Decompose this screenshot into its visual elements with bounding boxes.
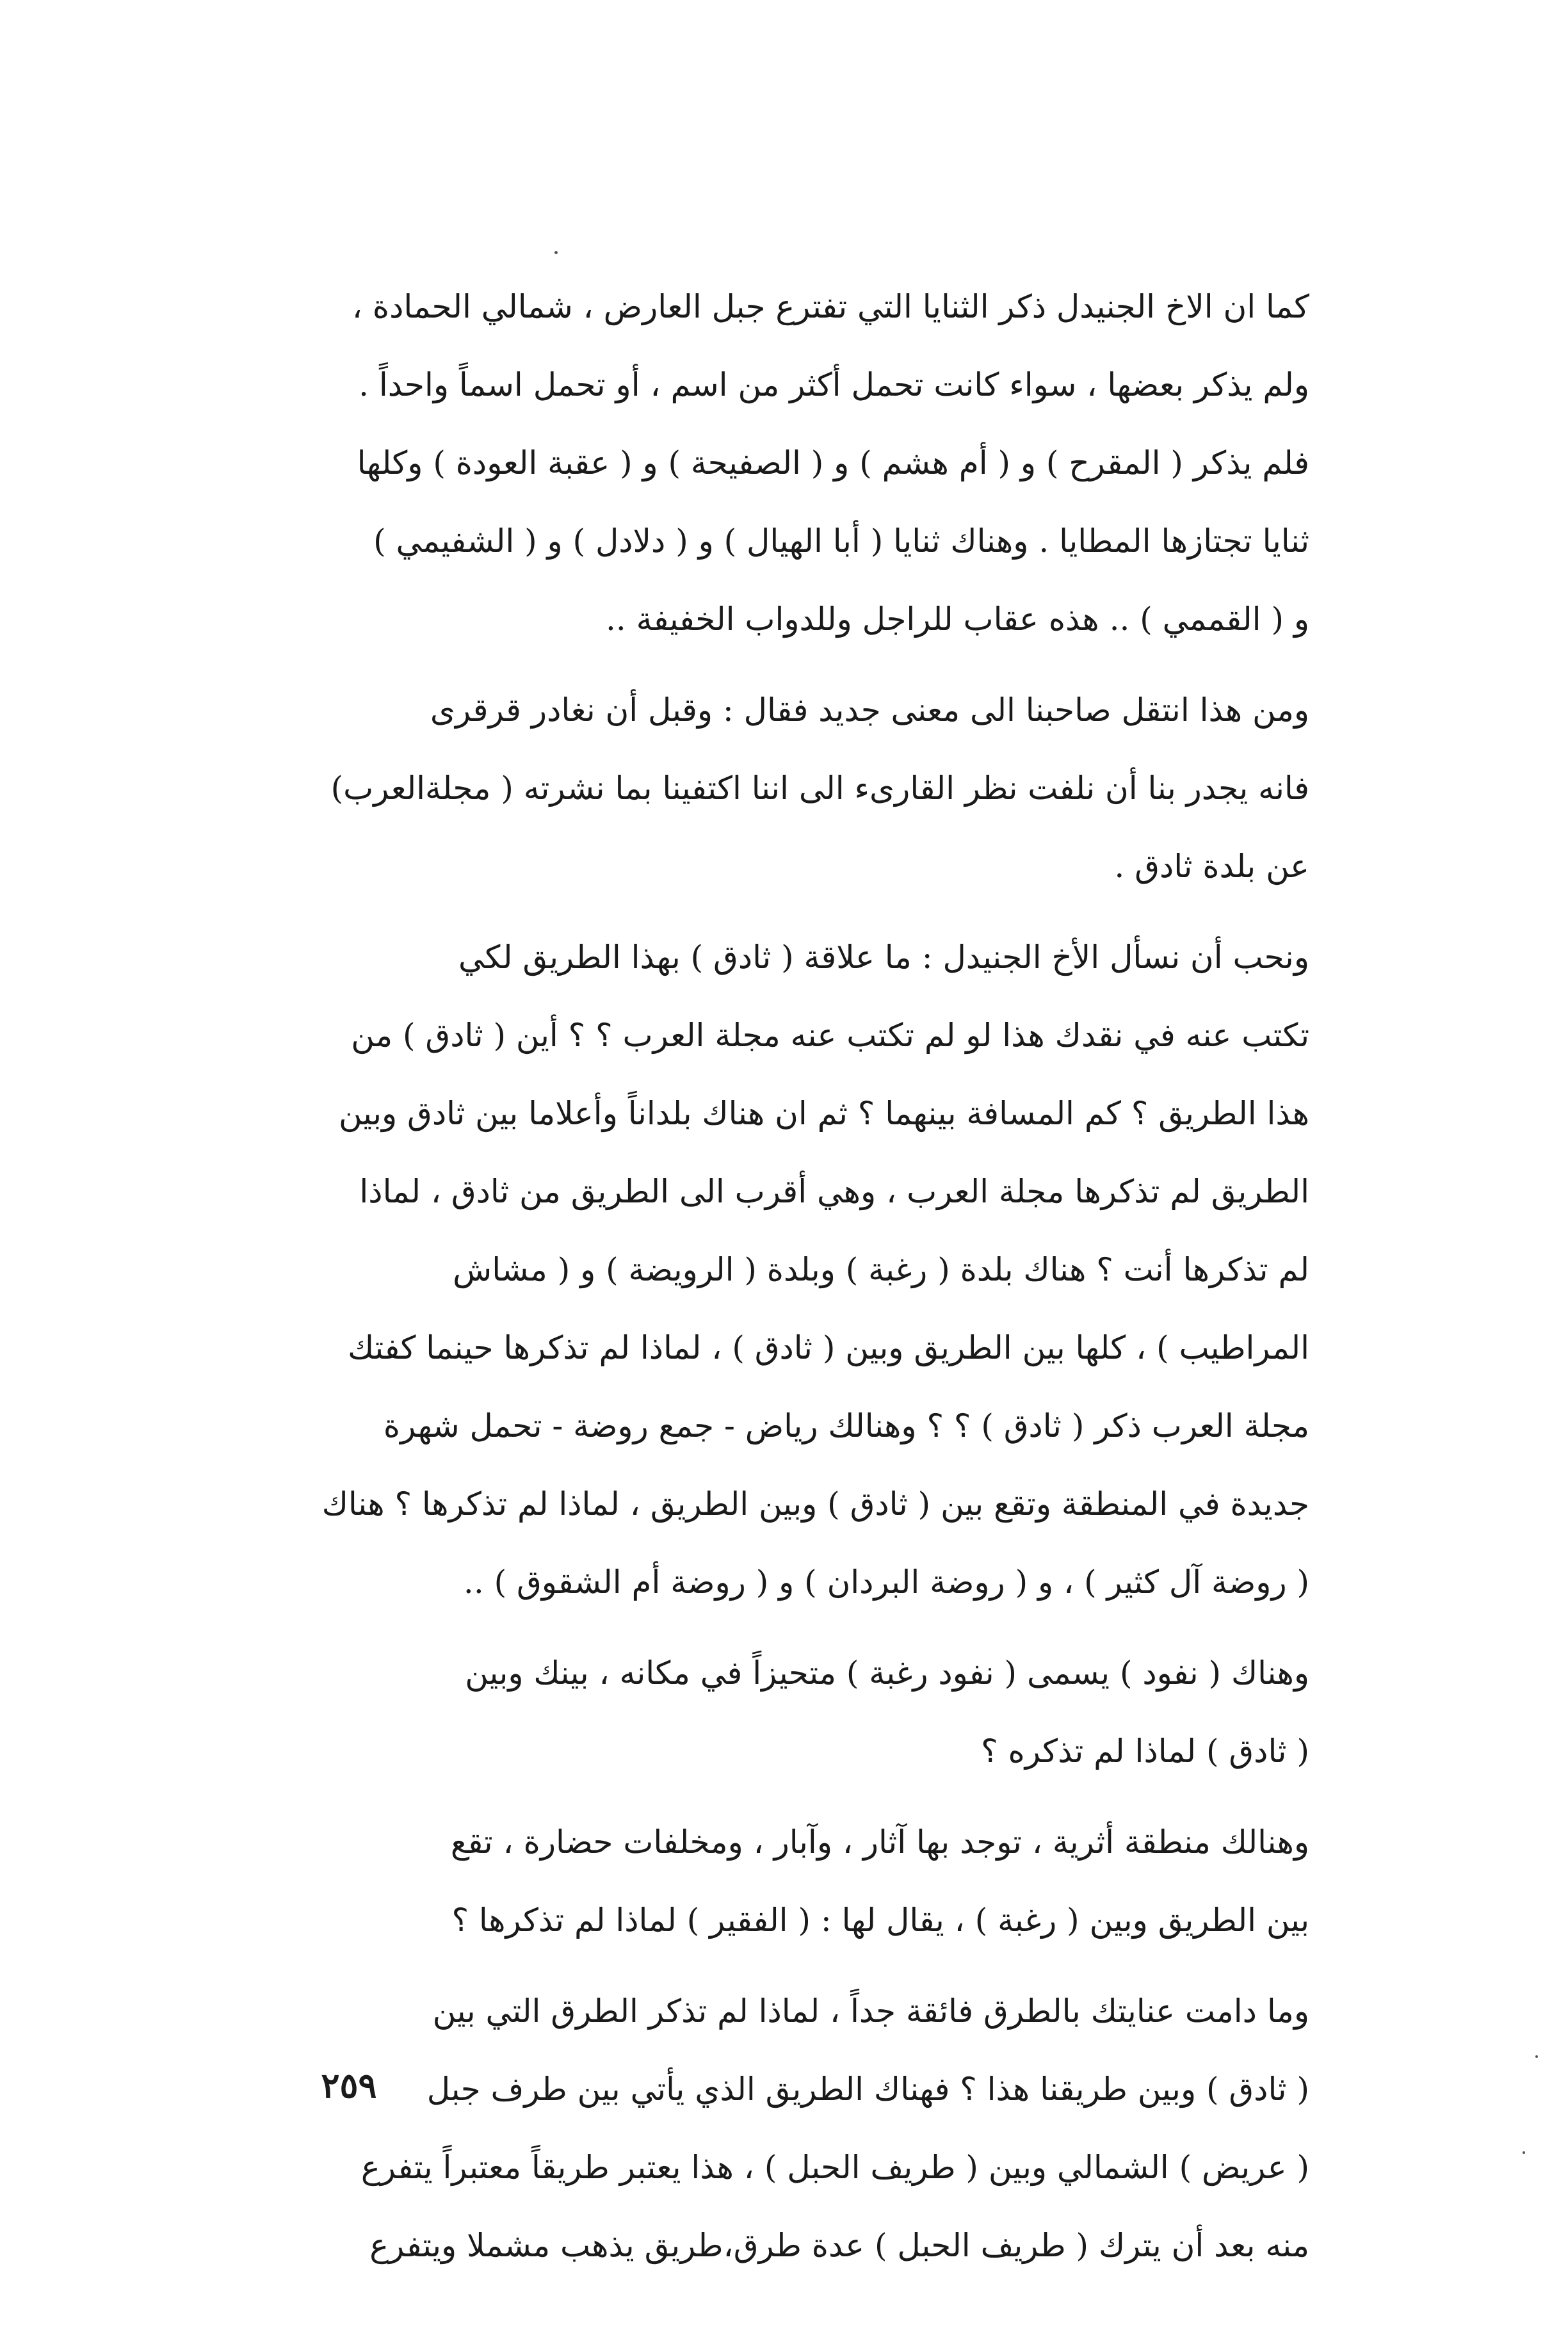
text-line: ونحب أن نسأل الأخ الجنيدل : ما علاقة ( ثادق ) بهذا الطريق لكي bbox=[458, 939, 1309, 976]
text-line: عن بلدة ثادق . bbox=[1114, 848, 1309, 885]
text-line: جديدة في المنطقة وتقع بين ( ثادق ) وبين الطريق ، لماذا لم تذكرها ؟ هناك bbox=[321, 1485, 1309, 1523]
scan-speck bbox=[554, 251, 558, 254]
text-line: كما ان الاخ الجنيدل ذكر الثنايا التي تفترع جبل العارض ، شمالي الحمادة ، bbox=[352, 288, 1309, 325]
text-line: ومن هذا انتقل صاحبنا الى معنى جديد فقال : وقبل أن نغادر قرقرى bbox=[430, 691, 1309, 729]
text-line: ولم يذكر بعضها ، سواء كانت تحمل أكثر من اسم ، أو تحمل اسماً واحداً . bbox=[359, 366, 1309, 403]
text-line: لم تذكرها أنت ؟ هناك بلدة ( رغبة ) وبلدة ( الرويضة ) و ( مشاش bbox=[453, 1251, 1309, 1288]
text-line: هذا الطريق ؟ كم المسافة بينهما ؟ ثم ان هناك بلداناً وأعلاما بين ثادق وبين bbox=[338, 1095, 1309, 1132]
scan-speck bbox=[1523, 2151, 1525, 2154]
text-line: فلم يذكر ( المقرح ) و ( أم هشم ) و ( الصفيحة ) و ( عقبة العودة ) وكلها bbox=[357, 444, 1309, 481]
paragraph-2 bbox=[227, 671, 1309, 905]
text-line: وهنالك منطقة أثرية ، توجد بها آثار ، وآبار ، ومخلفات حضارة ، تقع bbox=[450, 1824, 1309, 1861]
text-line: ثنايا تجتازها المطايا . وهناك ثنايا ( أبا الهيال ) و ( دلادل ) و ( الشفيمي ) bbox=[373, 522, 1309, 560]
text-line: تكتب عنه في نقدك هذا لو لم تكتب عنه مجلة العرب ؟ ؟ أين ( ثادق ) من bbox=[351, 1017, 1309, 1054]
text-line: و ( القممي ) .. هذه عقاب للراجل وللدواب الخفيفة .. bbox=[605, 601, 1309, 638]
text-line: مجلة العرب ذكر ( ثادق ) ؟ ؟ وهنالك رياض - جمع روضة - تحمل شهرة bbox=[383, 1407, 1309, 1444]
paragraph-5 bbox=[227, 1803, 1309, 1959]
paragraph-4 bbox=[227, 1634, 1309, 1790]
text-line: ( عريض ) الشمالي وبين ( طريف الحبل ) ، هذا يعتبر طريقاً معتبراً يتفرع bbox=[360, 2149, 1309, 2186]
text-line: الطريق لم تذكرها مجلة العرب ، وهي أقرب الى الطريق من ثادق ، لماذا bbox=[359, 1173, 1309, 1210]
text-line: فانه يجدر بنا أن نلفت نظر القارىء الى اننا اكتفينا بما نشرته ( مجلةالعرب) bbox=[330, 770, 1309, 807]
text-line: المراطيب ) ، كلها بين الطريق وبين ( ثادق ) ، لماذا لم تذكرها حينما كفتك bbox=[348, 1329, 1309, 1366]
text-line: ( ثادق ) وبين طريقنا هذا ؟ فهناك الطريق الذي يأتي بين طرف جبل bbox=[426, 2071, 1309, 2108]
text-line: منه بعد أن يترك ( طريف الحبل ) عدة طرق،طريق يذهب مشملا ويتفرع bbox=[369, 2227, 1309, 2264]
text-line: وهناك ( نفود ) يسمى ( نفود رغبة ) متحيزاً في مكانه ، بينك وبين bbox=[465, 1654, 1309, 1692]
paragraph-3 bbox=[227, 918, 1309, 1621]
page-number: ٢٥٩ bbox=[321, 2065, 377, 2106]
text-line: بين الطريق وبين ( رغبة ) ، يقال لها : ( الفقير ) لماذا لم تذكرها ؟ bbox=[451, 1902, 1309, 1939]
text-line: وما دامت عنايتك بالطرق فائقة جداً ، لماذا لم تذكر الطرق التي بين bbox=[432, 1993, 1309, 2030]
paragraph-6 bbox=[227, 1972, 1309, 2284]
body-text bbox=[227, 268, 1309, 2284]
text-line: ( روضة آل كثير ) ، و ( روضة البردان ) و ( روضة أم الشقوق ) .. bbox=[463, 1564, 1309, 1601]
scan-speck bbox=[1535, 2055, 1538, 2058]
paragraph-1 bbox=[227, 268, 1309, 658]
text-line: ( ثادق ) لماذا لم تذكره ؟ bbox=[981, 1733, 1309, 1770]
